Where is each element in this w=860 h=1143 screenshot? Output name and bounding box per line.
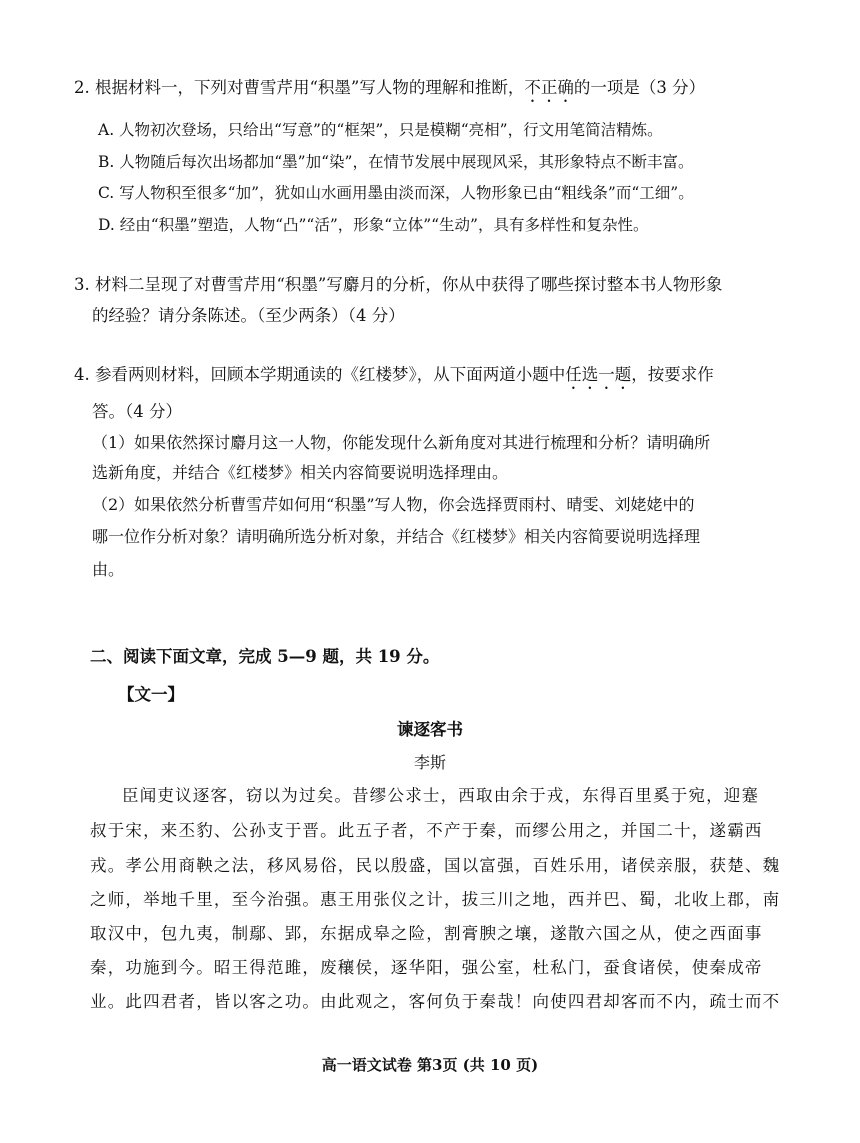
question-2-option-a: A. 人物初次登场，只给出“写意”的“框架”，只是模糊“亮相”，行文用笔简洁精炼。 xyxy=(98,121,663,139)
question-2-option-c: C. 写人物积至很多“加”，犹如山水画用墨由淡而深，人物形象已由“粗线条”而“工细”。 xyxy=(98,184,694,202)
essay-line-7: 业。此四君者，皆以客之功。由此观之，客何负于秦哉！向使四君却客而不内，疏士而不 xyxy=(90,992,781,1011)
essay-line-6: 秦，功施到今。昭王得范雎，废穰侯，逐华阳，强公室，杜私门，蚕食诸侯，使秦成帝 xyxy=(90,958,763,977)
question-4-sub-1-line-2: 选新角度，并结合《红楼梦》相关内容简要说明选择理由。 xyxy=(92,463,509,482)
question-3-line-1: 3. 材料二呈现了对曹雪芹用“积墨”写麝月的分析，你从中获得了哪些探讨整本书人物形象 xyxy=(74,275,723,294)
question-4-emphasis: 任选一题 xyxy=(565,365,632,384)
question-2-option-b: B. 人物随后每次出场都加“墨”加“染”，在情节发展中展现风采，其形象特点不断丰富。 xyxy=(98,153,694,171)
essay-line-2: 叔于宋，来丕豹、公孙支于晋。此五子者，不产于秦，而缪公用之，并国二十，遂霸西 xyxy=(90,821,763,840)
question-4-sub-2-line-2: 哪一位作分析对象？请明确所选分析对象，并结合《红楼梦》相关内容简要说明选择理 xyxy=(92,527,701,546)
question-2-stem-text: 2. 根据材料一，下列对曹雪芹用“积墨”写人物的理解和推断， xyxy=(74,78,525,97)
question-4-sub-2-line-1: （2）如果依然分析曹雪芹如何用“积墨”写人物，你会选择贾雨村、晴雯、刘姥姥中的 xyxy=(92,495,695,514)
question-4-sub-1-line-1: （1）如果依然探讨麝月这一人物，你能发现什么新角度对其进行梳理和分析？请明确所 xyxy=(92,433,711,452)
essay-line-3: 戎。孝公用商鞅之法，移风易俗，民以殷盛，国以富强，百姓乐用，诸侯亲服，获楚、魏 xyxy=(90,856,781,875)
section-2-heading: 二、阅读下面文章，完成 5—9 题，共 19 分。 xyxy=(90,647,440,666)
essay-author: 李斯 xyxy=(413,753,446,772)
essay-line-4: 之师，举地千里，至今治强。惠王用张仪之计，拔三川之地，西并巴、蜀，北收上郡，南 xyxy=(90,890,781,909)
question-2-stem xyxy=(74,77,705,106)
question-4-sub-2-line-3: 由。 xyxy=(92,560,125,579)
question-2-stem-tail: 的一项是（3 分） xyxy=(573,78,706,97)
essay-line-5: 取汉中，包九夷，制鄢、郢，东据成皋之险，割膏腴之壤，遂散六国之从，使之西面事 xyxy=(90,924,763,943)
page-footer: 高一语文试卷 第3页 (共 10 页) xyxy=(321,1056,539,1074)
essay-line-1: 臣闻吏议逐客，窃以为过矣。昔缪公求士，西取由余于戎，东得百里奚于宛，迎蹇 xyxy=(122,786,760,805)
question-4-line-1 xyxy=(74,364,714,393)
essay-title: 谏逐客书 xyxy=(397,720,463,739)
question-4-line-2: 答。（4 分） xyxy=(92,402,182,421)
question-4-text: 4. 参看两则材料，回顾本学期通读的《红楼梦》，从下面两道小题中 xyxy=(74,365,566,384)
question-4-text-tail: ，按要求作 xyxy=(631,365,714,384)
text-1-tag: 【文一】 xyxy=(118,685,184,704)
question-2-emphasis: 不正确 xyxy=(524,78,574,97)
question-2-option-d: D. 经由“积墨”塑造，人物“凸”“活”，形象“立体”“生动”，具有多样性和复杂性。 xyxy=(98,216,649,234)
question-3-line-2: 的经验？请分条陈述。（至少两条）（4 分） xyxy=(92,306,405,325)
